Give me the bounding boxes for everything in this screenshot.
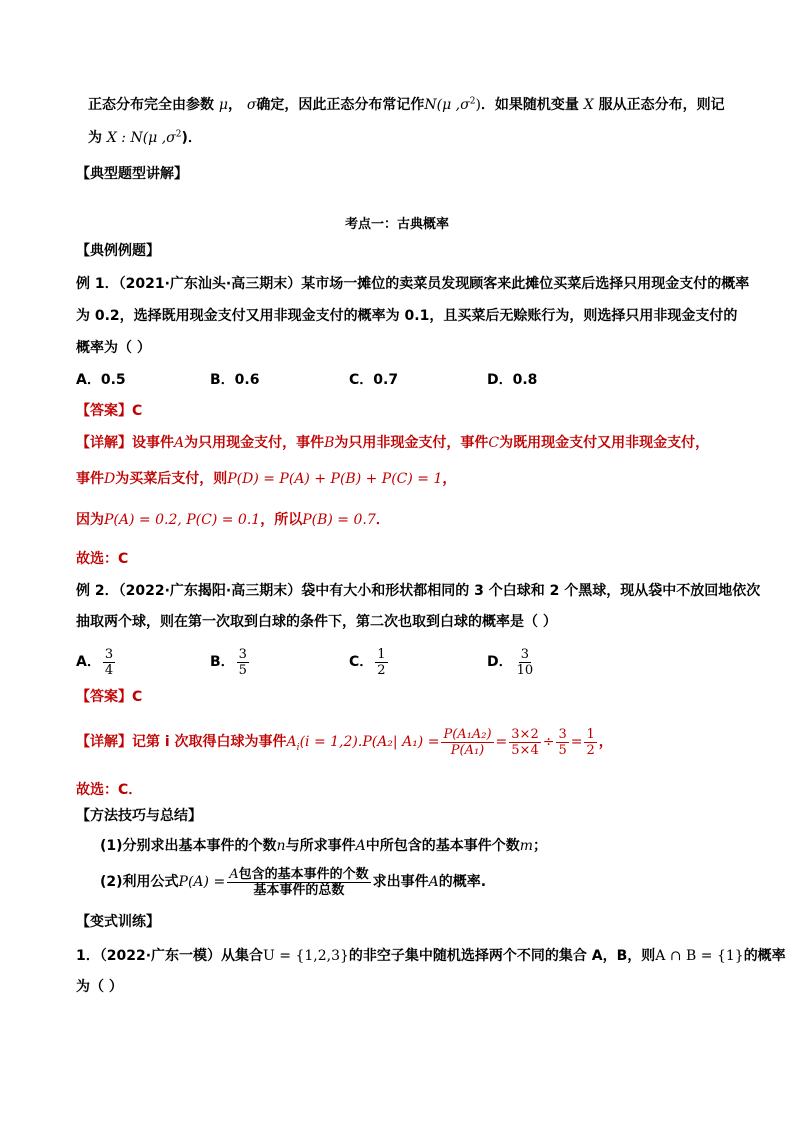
equals-sign: =: [570, 734, 583, 750]
random-variable-x: X: [583, 97, 594, 113]
fraction-numerator: 3: [520, 646, 530, 662]
option-letter: A．: [76, 654, 101, 670]
ex1-choose: 故选：C: [76, 551, 129, 567]
intro-text: ．如果随机变量: [480, 97, 579, 113]
example-heading: 【典例例题】: [76, 243, 160, 259]
method-text: 中所包含的基本事件个数: [365, 838, 520, 854]
ex2-choose: 故选：C．: [76, 782, 143, 798]
fraction-denominator: 5×4: [511, 742, 539, 758]
fraction-numerator: 3×2: [511, 726, 539, 742]
fraction-denominator: 基本事件的总数: [253, 882, 345, 898]
fraction-numerator: 1: [586, 726, 595, 742]
event-d: D: [104, 471, 116, 487]
ex1-detail-line-1: [76, 433, 709, 453]
fraction-3x2-over-5x4: [509, 727, 540, 758]
fraction-denominator: 5: [558, 742, 567, 758]
ex2-option-b: [210, 645, 251, 679]
fraction-denominator: P(A₁): [450, 742, 485, 758]
fraction-denominator: 4: [104, 662, 114, 678]
detail-label: 【详解】: [76, 734, 132, 750]
fraction-numerator: 3: [104, 646, 114, 662]
ex1-option-c: [349, 370, 398, 390]
option-value: 0.7: [373, 372, 399, 388]
intro-text: 为: [88, 130, 102, 146]
detail-text: 为只用非现金支付，事件: [334, 435, 489, 451]
fraction-numerator: P(A₁A₂): [443, 726, 492, 742]
conditional-probability-expr: P(A₂| A₁) =: [362, 734, 440, 750]
square-exponent: 2: [175, 129, 182, 140]
question-text: 1．（2022·广东一模）从集合: [76, 948, 264, 964]
intersection-expr: A ∩ B = {1}: [655, 948, 744, 964]
ex2-question-line-2: 抽取两个球，则在第一次取到白球的条件下，第二次也取到白球的概率是（ ）: [76, 614, 557, 630]
option-letter: D．: [487, 372, 513, 388]
method-text: 与所求事件: [285, 838, 356, 854]
given-probabilities-expr: P(A) = 0.2, P(C) = 0.1: [104, 512, 261, 528]
detail-text: 事件: [76, 471, 104, 487]
divide-sign: ÷: [542, 734, 555, 750]
option-letter: B．: [210, 372, 235, 388]
method-item-1: [100, 836, 547, 856]
fraction-1-over-2: [584, 727, 596, 758]
practice-heading: 【变式训练】: [76, 914, 160, 930]
practice-q1-line-1: [76, 946, 786, 966]
answer-value: C: [132, 403, 143, 419]
method-heading: 【方法技巧与总结】: [76, 808, 202, 824]
ex1-detail-line-2: [76, 469, 456, 489]
option-letter: C．: [349, 654, 374, 670]
option-letter: B．: [210, 654, 235, 670]
option-fraction: [103, 647, 115, 678]
fraction-numerator: 3: [238, 646, 247, 662]
classical-probability-fraction: [227, 867, 370, 898]
event-condition: (i = 1,2).: [299, 734, 363, 750]
practice-q1-line-2: 为（ ）: [76, 979, 123, 995]
option-letter: C．: [349, 372, 374, 388]
ex2-question-line-1: 例 2．（2022·广东揭阳·高三期末）袋中有大小和形状都相同的 3 个白球和 2 个黑球，现从袋中不放回地依次: [76, 583, 761, 599]
fraction-numerator: 3: [558, 726, 567, 742]
ex1-question-line-3: 概率为（ ）: [76, 340, 151, 356]
event-subscript: i: [296, 742, 300, 753]
ex1-answer: [76, 401, 142, 421]
method-item-2: [100, 862, 486, 902]
answer-label: 【答案】: [76, 689, 132, 705]
answer-label: 【答案】: [76, 403, 132, 419]
ex1-option-a: [76, 370, 126, 390]
method-text: 的概率.: [438, 874, 487, 890]
fraction-denominator: 5: [238, 662, 247, 678]
option-letter: A．: [76, 372, 101, 388]
answer-value: C: [132, 689, 143, 705]
var-n: n: [276, 838, 286, 854]
event-b: B: [324, 435, 335, 451]
detail-text: ，所以: [260, 512, 303, 528]
event-a: A: [428, 874, 439, 890]
detail-text: ．: [375, 512, 390, 528]
detail-text: 设事件: [132, 435, 174, 451]
close-paren: ): [475, 97, 481, 113]
fraction-denominator: 2: [377, 662, 386, 678]
detail-text: ，: [442, 471, 457, 487]
detail-text: 为买菜后支付，则: [115, 471, 228, 487]
detail-text: 因为: [76, 512, 104, 528]
event-a: A: [229, 866, 239, 882]
mu-symbol: μ: [218, 97, 228, 113]
ex1-option-b: [210, 370, 259, 390]
normal-distribution-expr: X : N(μ ,σ: [106, 130, 176, 146]
probability-sum-expr: P(D) = P(A) + P(B) + P(C) = 1: [227, 471, 443, 487]
section-heading: 【典型题型讲解】: [76, 166, 188, 182]
probability-formula-lhs: P(A) =: [178, 874, 226, 890]
ex2-detail: [76, 722, 613, 762]
method-text: (2)利用公式: [100, 874, 179, 890]
detail-label: 【详解】: [76, 435, 132, 451]
result-probability-expr: P(B) = 0.7: [302, 512, 376, 528]
fraction-joint-over-marginal: [441, 727, 493, 758]
method-text: ；: [532, 838, 547, 854]
intro-text: 服从正态分布，则记: [598, 97, 725, 113]
ex2-answer: [76, 687, 142, 707]
option-value: 0.6: [234, 372, 260, 388]
event-a: A: [174, 435, 185, 451]
detail-text: 为只用现金支付，事件: [184, 435, 325, 451]
intro-text: 正态分布完全由参数: [88, 97, 214, 113]
ex1-question-line-1: 例 1．（2021·广东汕头·高三期末）某市场一摊位的卖菜员发现顾客来此摊位买菜后选择只用现金支付的概率: [76, 276, 750, 292]
intro-text: )．: [181, 130, 202, 146]
option-value: 0.8: [512, 372, 538, 388]
ex1-detail-line-3: [76, 510, 390, 530]
intro-line-2: [88, 128, 202, 148]
kaodian-title: 考点一：古典概率: [344, 217, 449, 232]
fraction-numerator: 1: [377, 646, 386, 662]
detail-text: ，: [598, 734, 613, 750]
intro-line-1: [88, 95, 725, 115]
equals-sign: =: [495, 734, 508, 750]
option-fraction: [237, 647, 249, 678]
comma: ，: [227, 97, 242, 113]
sigma-symbol: σ: [246, 97, 257, 113]
question-text: 的非空子集中随机选择两个不同的集合 A，B，则: [348, 948, 656, 964]
option-fraction: [375, 647, 387, 678]
ex1-option-d: [487, 370, 537, 390]
option-value: 0.5: [100, 372, 126, 388]
square-exponent: 2: [469, 96, 476, 107]
fraction-denominator: 10: [516, 662, 534, 678]
event-a: A: [355, 838, 366, 854]
set-u-expr: U = {1,2,3}: [263, 948, 349, 964]
fraction-numerator: 包含的基本事件的个数: [238, 866, 369, 882]
event-ai: A: [286, 734, 297, 750]
intro-text: 确定，因此正态分布常记作: [256, 97, 425, 113]
method-text: 求出事件: [372, 874, 429, 890]
detail-text: 为既用现金支付又用非现金支付，: [499, 435, 710, 451]
fraction-denominator: 2: [586, 742, 595, 758]
ex2-option-c: [349, 645, 390, 679]
ex2-option-a: [76, 645, 117, 679]
ex1-question-line-2: 为 0.2，选择既用现金支付又用非现金支付的概率为 0.1，且买菜后无赊账行为，则选择只用非现金支付的: [76, 308, 738, 324]
var-m: m: [519, 838, 533, 854]
option-fraction: [515, 647, 536, 678]
method-text: (1)分别求出基本事件的个数: [100, 838, 277, 854]
ex2-option-d: [487, 645, 537, 679]
event-c: C: [488, 435, 500, 451]
normal-notation: N(μ ,σ: [424, 97, 470, 113]
option-letter: D．: [487, 654, 513, 670]
fraction-3-over-5: [556, 727, 568, 758]
detail-text: 记第 i 次取得白球为事件: [132, 734, 287, 750]
question-text: 的概率: [743, 948, 786, 964]
